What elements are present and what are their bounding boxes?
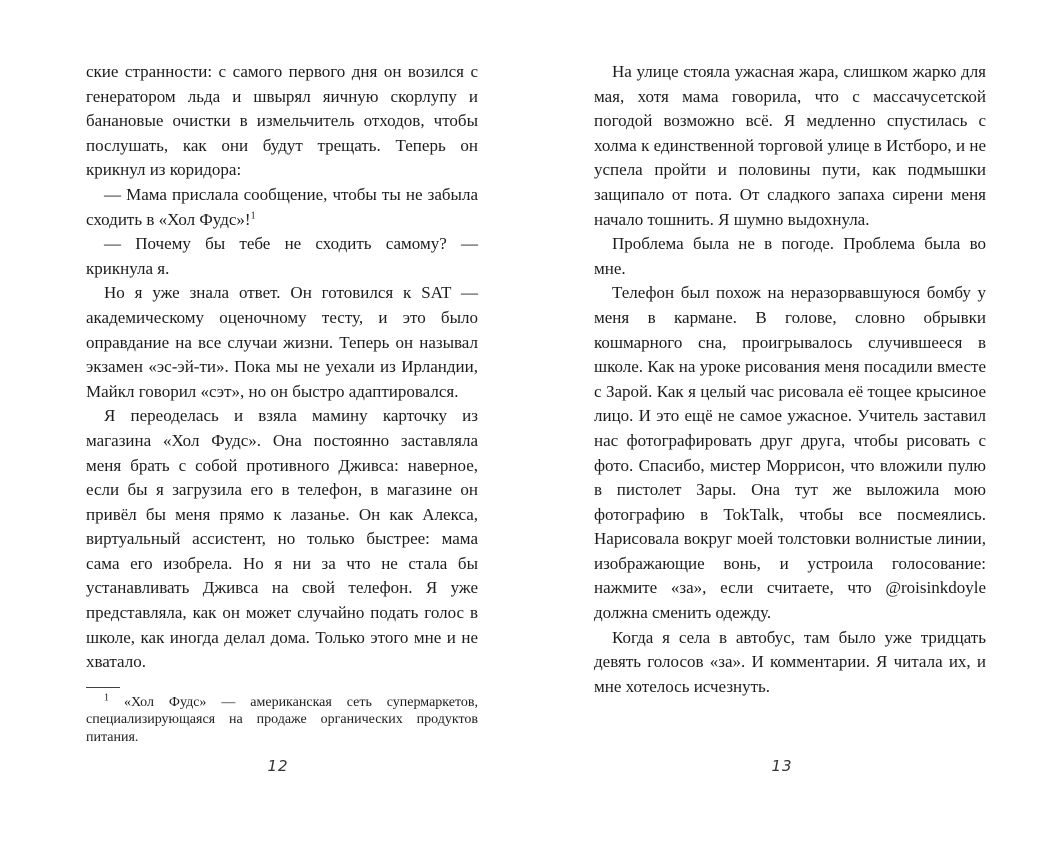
right-page (594, 60, 986, 699)
footnote (86, 694, 478, 747)
paragraph: — Почему бы тебе не сходить самому? — крикнула я. (86, 234, 478, 278)
footnote-reference[interactable]: 1 (250, 209, 256, 221)
paragraph: ские странности: с самого первого дня он возился с генератором льда и швырял яичную скорлупу и банановые очистки в измельчитель отходов, чтобы послушать, как они будут трещать. Теперь он крикнул из коридора: (86, 62, 478, 180)
paragraph-text: — Мама прислала сообщение, чтобы ты не забыла сходить в «Хол Фудс»! (86, 184, 478, 229)
page-number-right: 13 (771, 757, 793, 775)
footnote-divider (86, 687, 120, 688)
paragraph: На улице стояла ужасная жара, слишком жарко для мая, хотя мама говорила, что с массачусетской погодой возможно всё. Я медленно спустилась с холма к единственной торговой улице в Истборо, и не успела пройти и половины пути, как подмышки защипало от пота. От сладкого запаха сирени меня начало тошнить. Я шумно выдохнула. (594, 62, 986, 229)
paragraph: Когда я села в автобус, там было уже тридцать девять голосов «за». И комментарии. Я читала их, и мне хотелось исчезнуть. (594, 627, 986, 696)
footnote-text: «Хол Фудс» — американская сеть супермаркетов, специализирующаяся на продаже органических продуктов питания. (86, 694, 478, 745)
page-number-left: 12 (267, 757, 289, 775)
paragraph-with-footnote-ref (86, 183, 478, 232)
paragraph: Но я уже знала ответ. Он готовился к SAT — академическому оценочному тесту, и это было оправдание на все случаи жизни. Теперь он называл экзамен «эс-эй-ти». Пока мы не уехали из Ирландии, Майкл говорил «сэт», но он быстро адаптировался. (86, 283, 478, 401)
left-page (86, 60, 478, 746)
left-page-text (86, 60, 478, 675)
paragraph: Телефон был похож на неразорвавшуюся бомбу у меня в кармане. В голове, словно обрывки кошмарного сна, проигрывалось случившееся в школе. Как на уроке рисования меня посадили вместе с Зарой. Как я целый час рисовала её тощее крысиное лицо. И это ещё не самое ужасное. Учитель заставил нас фотографировать друг друга, чтобы рисовать с фото. Спасибо, мистер Моррисон, что вложили пулю в пистолет Зары. Она тут же выложила мою фотографию в TokTalk, чтобы все посмеялись. Нарисовала вокруг моей толстовки волнистые линии, изображающие вонь, и устроила голосование: нажмите «за», если считаете, что @roisinkdoyle должна сменить одежду. (594, 283, 986, 623)
right-page-text (594, 60, 986, 699)
paragraph: Я переоделась и взяла мамину карточку из магазина «Хол Фудс». Она постоянно заставляла меня брать с собой противного Дживса: наверное, если бы я загрузила его в телефон, в магазине он привёл бы меня прямо к лазанье. Он как Алекса, виртуальный ассистент, но только быстрее: мама сама его изобрела. Но я ни за что не стала бы устанавливать Дживса на свой телефон. Я уже представляла, как он может случайно подать голос в школе, как иногда делал дома. Только этого мне и не хватало. (86, 406, 478, 672)
paragraph: Проблема была не в погоде. Проблема была во мне. (594, 234, 986, 278)
footnote-mark: 1 (104, 692, 109, 704)
